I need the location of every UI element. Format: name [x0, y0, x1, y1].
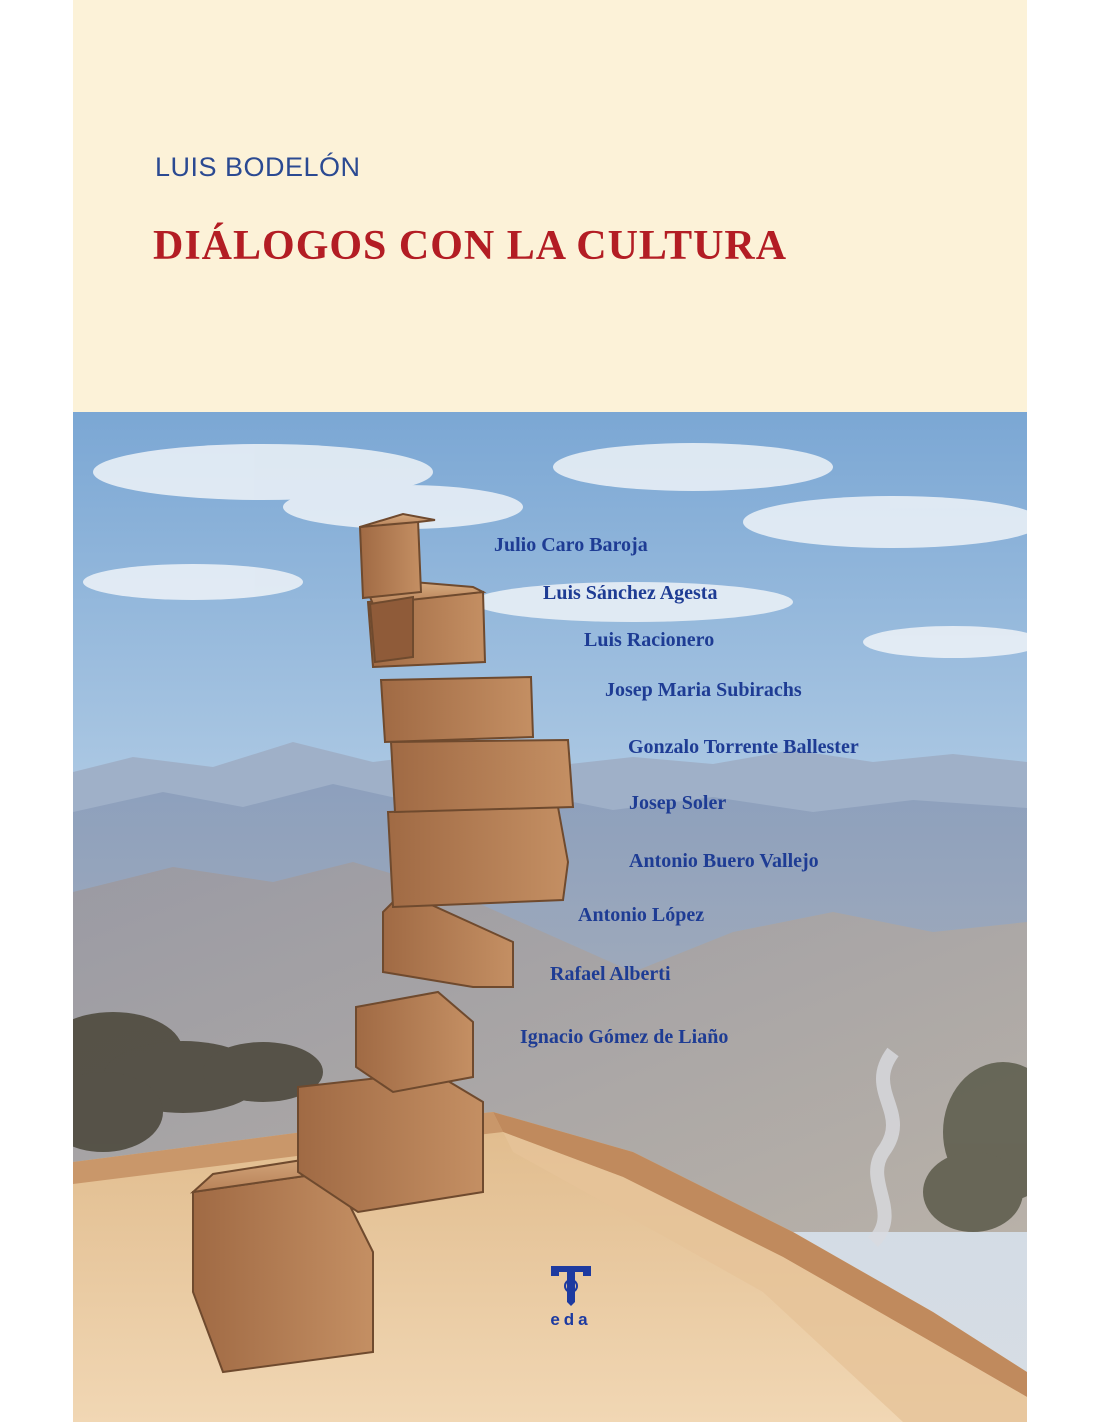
book-cover	[73, 0, 1027, 1422]
contributor-name: Julio Caro Baroja	[494, 534, 648, 556]
contributor-name: Josep Maria Subirachs	[605, 679, 802, 701]
cream-title-band	[73, 0, 1027, 412]
contributor-name: Antonio López	[578, 904, 705, 926]
contributor-name: Antonio Buero Vallejo	[629, 850, 819, 872]
contributor-name: Gonzalo Torrente Ballester	[628, 736, 859, 758]
author-name: LUIS BODELÓN	[155, 152, 361, 182]
contributor-name: Ignacio Gómez de Liaño	[520, 1026, 729, 1048]
publisher-logo	[531, 1262, 611, 1342]
publisher-name: eda	[550, 1310, 592, 1329]
contributor-name: Josep Soler	[629, 792, 727, 814]
publisher-emblem-icon	[547, 1262, 595, 1308]
contributor-name: Luis Sánchez Agesta	[543, 582, 718, 604]
contributor-name: Luis Racionero	[584, 629, 715, 651]
book-title: DIÁLOGOS CON LA CULTURA	[153, 223, 788, 269]
contributor-name: Rafael Alberti	[550, 963, 671, 985]
